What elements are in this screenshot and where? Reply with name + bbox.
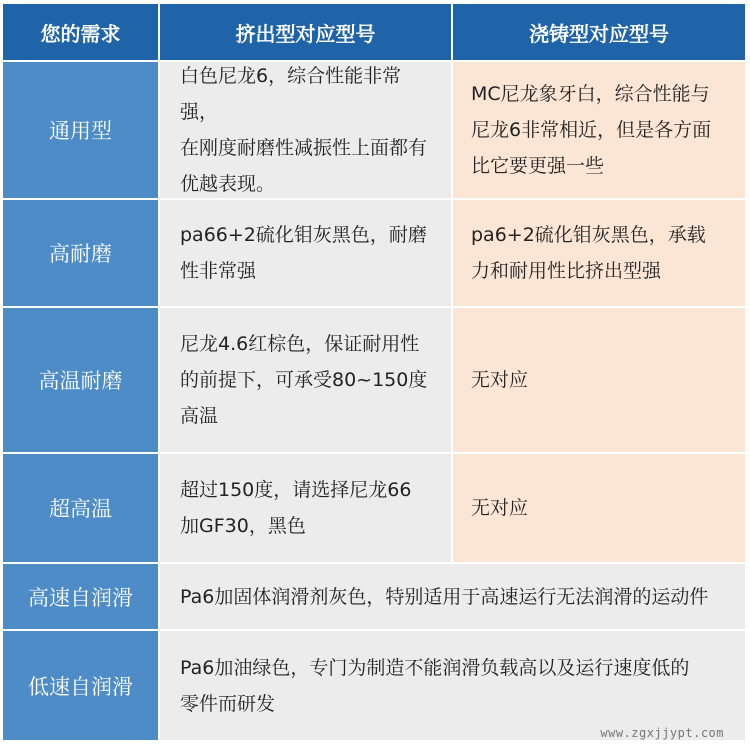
spec-low-speed-lube-text: Pa6加油绿色，专门为制造不能润滑负载高以及运行速度低的 零件而研发 bbox=[180, 656, 690, 715]
extruded-ultra-high-temp-text: 超过150度，请选择尼龙66 加GF30，黑色 bbox=[180, 479, 412, 537]
header-cast: 浇铸型对应型号 bbox=[453, 4, 747, 62]
extruded-high-temp-wear bbox=[160, 308, 453, 454]
extruded-high-wear-text: pa66+2硫化钼灰黑色，耐磨 性非常强 bbox=[180, 224, 427, 282]
extruded-general bbox=[160, 62, 453, 200]
cast-general bbox=[453, 62, 747, 200]
spec-high-speed-lube bbox=[160, 564, 747, 631]
header-extruded: 挤出型对应型号 bbox=[160, 4, 453, 62]
cast-high-wear bbox=[453, 200, 747, 308]
comparison-table bbox=[3, 4, 747, 742]
cast-high-temp-wear-text: 无对应 bbox=[471, 369, 529, 391]
watermark: www.zgxjjypt.com bbox=[600, 726, 724, 740]
need-low-speed-lube: 低速自润滑 bbox=[3, 631, 160, 742]
need-high-speed-lube: 高速自润滑 bbox=[3, 564, 160, 631]
cast-high-wear-text: pa6+2硫化钼灰黑色，承载 力和耐用性比挤出型强 bbox=[471, 224, 706, 282]
extruded-ultra-high-temp bbox=[160, 454, 453, 564]
need-high-wear: 高耐磨 bbox=[3, 200, 160, 308]
cast-ultra-high-temp-text: 无对应 bbox=[471, 497, 529, 519]
need-high-temp-wear: 高温耐磨 bbox=[3, 308, 160, 454]
cast-high-temp-wear bbox=[453, 308, 747, 454]
need-ultra-high-temp: 超高温 bbox=[3, 454, 160, 564]
spec-high-speed-lube-text: Pa6加固体润滑剂灰色，特别适用于高速运行无法润滑的运动件 bbox=[180, 585, 709, 608]
cast-general-text: MC尼龙象牙白，综合性能与 尼龙6非常相近，但是各方面 比它要更强一些 bbox=[471, 83, 712, 177]
need-general: 通用型 bbox=[3, 62, 160, 200]
cast-ultra-high-temp bbox=[453, 454, 747, 564]
extruded-general-text: 白色尼龙6，综合性能非常强， 在刚度耐磨性减振性上面都有 优越表现。 bbox=[180, 65, 428, 195]
extruded-high-temp-wear-text: 尼龙4.6红棕色，保证耐用性 的前提下，可承受80~150度 高温 bbox=[180, 333, 428, 427]
extruded-high-wear bbox=[160, 200, 453, 308]
header-need: 您的需求 bbox=[3, 4, 160, 62]
